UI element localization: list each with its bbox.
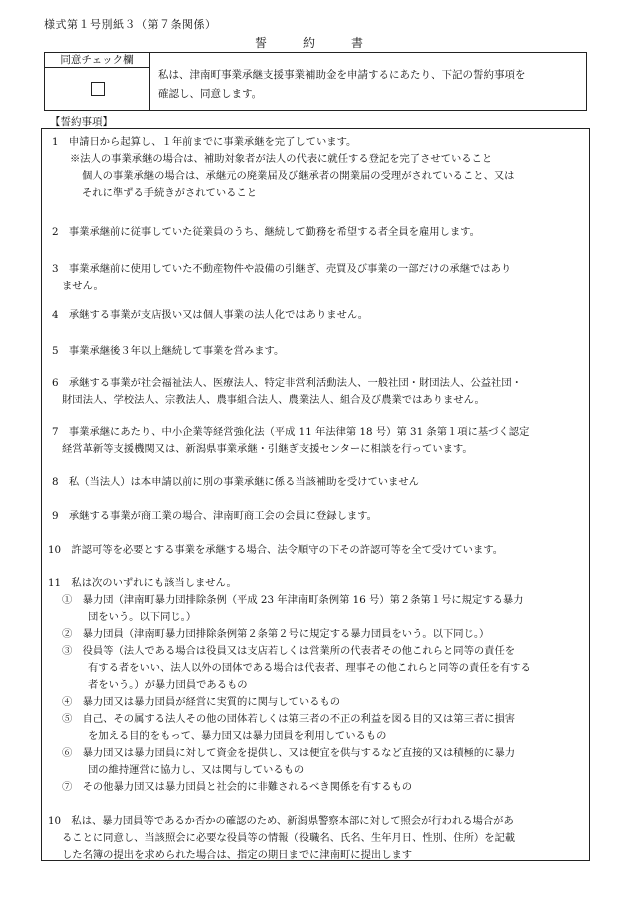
pledge-item-11-sub: ⑦ その他暴力団又は暴力団員と社会的に非難されるべき関係を有するもの xyxy=(62,781,413,793)
consent-check-cell xyxy=(45,68,150,110)
pledge-item-12-line: ることに同意し、当該照会に必要な役員等の情報（役職名、氏名、生年月日、性別、住所）を記載 xyxy=(62,832,516,844)
pledge-item-11-sub: ④ 暴力団又は暴力団員が経営に実質的に関与しているもの xyxy=(62,696,341,708)
pledge-item-7-line: 経営革新等支援機関又は、新潟県事業承継・引継ぎ支援センターに相談を行っています。 xyxy=(62,443,473,455)
pledge-item-11-line: 11 私は次のいずれにも該当しません。 xyxy=(48,577,237,589)
consent-table xyxy=(44,52,587,111)
pledge-item-8-line: 8 私（当法人）は本申請以前に別の事業承継に係る当該補助を受けていません xyxy=(52,476,419,488)
consent-line-2: 確認し、同意します。 xyxy=(158,88,263,100)
pledge-item-4-line: 4 承継する事業が支店扱い又は個人事業の法人化ではありません。 xyxy=(52,309,369,321)
pledge-item-3-line: ません。 xyxy=(62,280,104,292)
consent-statement xyxy=(158,66,578,104)
pledge-item-6-line: 財団法人、学校法人、宗教法人、農事組合法人、農業法人、組合及び農業ではありません。 xyxy=(62,394,485,406)
pledge-item-11-sub: ⑥ 暴力団又は暴力団員に対して資金を提供し、又は便宜を供与するなど直接的又は積極的に暴力 xyxy=(62,747,516,759)
pledge-item-12-line: 10 私は、暴力団員等であるか否かの確認のため、新潟県警察本部に対して照会が行われる場合があ xyxy=(48,815,514,827)
section-label: 【誓約事項】 xyxy=(50,116,113,128)
consent-line-1: 私は、津南町事業承継支援事業補助金を申請するにあたり、下記の誓約事項を xyxy=(158,69,526,81)
pledge-item-11-sub: ③ 役員等（法人である場合は役員又は支店若しくは営業所の代表者その他これらと同等の責任を xyxy=(62,645,516,657)
pledge-item-11-sub: 者をいう。）が暴力団員であるもの xyxy=(88,679,248,691)
pledge-item-9-line: 9 承継する事業が商工業の場合、津南町商工会の会員に登録します。 xyxy=(52,510,377,522)
consent-check-header: 同意チェック欄 xyxy=(45,53,150,68)
pledge-item-11-sub: ② 暴力団員（津南町暴力団排除条例第２条第２号に規定する暴力団員をいう。以下同じ。） xyxy=(62,628,490,640)
consent-checkbox[interactable] xyxy=(91,82,105,96)
pledge-item-6-line: 6 承継する事業が社会福祉法人、医療法人、特定非営利活動法人、一般社団・財団法人、公益社団・ xyxy=(52,377,522,389)
pledge-item-11-sub: 団の維持運営に協力し、又は関与しているもの xyxy=(88,764,305,776)
pledge-item-11-sub: 団をいう。以下同じ。） xyxy=(88,611,197,623)
document-title: 誓 約 書 xyxy=(254,36,375,50)
pledge-item-11-sub: 有する者をいい、法人以外の団体である場合は代表者、理事その他これらと同等の責任を有する xyxy=(88,662,531,674)
pledge-item-12-line: した名簿の提出を求められた場合は、指定の期日までに津南町に提出します xyxy=(62,849,413,861)
pledge-item-11-sub: ① 暴力団（津南町暴力団排除条例（平成 23 年津南町条例第 16 号）第２条第１号に規定する暴力 xyxy=(62,594,524,606)
pledge-item-1-line: 1 申請日から起算し、１年前までに事業承継を完了しています。 xyxy=(52,136,357,148)
form-number: 様式第１号別紙３（第７条関係） xyxy=(44,18,217,31)
pledge-item-7-line: 7 事業承継にあたり、中小企業等経営強化法（平成 11 年法律第 18 号）第 31 条第１項に基づく認定 xyxy=(52,426,530,438)
pledge-item-1-line: 個人の事業承継の場合は、承継元の廃業届及び継承者の開業届の受理がされていること、又は xyxy=(82,170,515,182)
pledge-item-11-sub: を加える目的をもって、暴力団又は暴力団員を利用しているもの xyxy=(88,730,387,742)
pledge-item-3-line: 3 事業承継前に使用していた不動産物件や設備の引継ぎ、売買及び事業の一部だけの承継ではあり xyxy=(52,263,512,275)
pledge-item-5-line: 5 事業承継後３年以上継続して事業を営みます。 xyxy=(52,345,285,357)
pledge-item-2-line: 2 事業承継前に従事していた従業員のうち、継続して勤務を希望する者全員を雇用します。 xyxy=(52,226,480,238)
pledge-item-10-line: 10 許認可等を必要とする事業を承継する場合、法令順守の下その許認可等を全て受けています。 xyxy=(48,544,504,556)
pledge-item-11-sub: ⑤ 自己、その属する法人その他の団体若しくは第三者の不正の利益を図る目的又は第三者に損害 xyxy=(62,713,516,725)
pledge-item-1-line: ※法人の事業承継の場合は、補助対象者が法人の代表に就任する登記を完了させていること xyxy=(70,153,493,165)
pledge-items-box xyxy=(41,128,590,861)
pledge-item-1-line: それに準ずる手続きがされていること xyxy=(82,187,258,199)
